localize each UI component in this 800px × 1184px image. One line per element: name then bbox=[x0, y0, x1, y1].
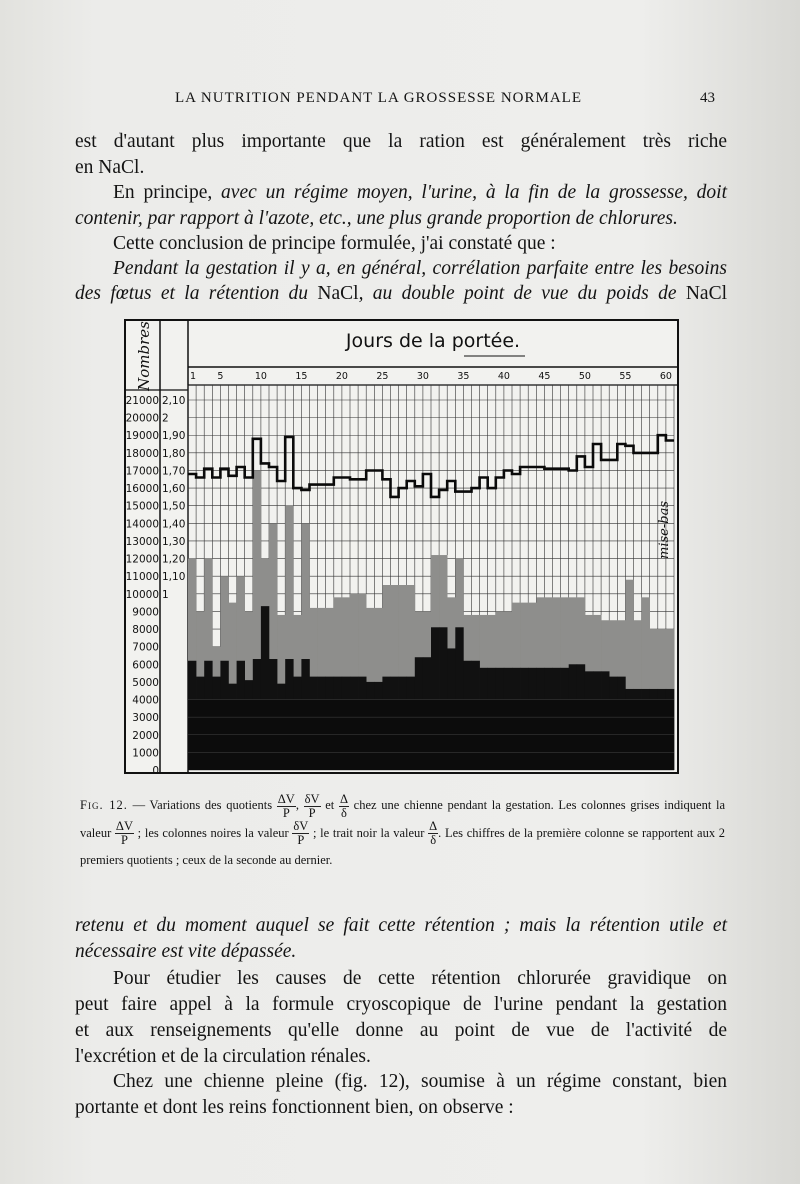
caption-text-b: et bbox=[320, 798, 339, 812]
page-number: 43 bbox=[700, 90, 715, 106]
p4-italic-b: , au double point de vue du poids de bbox=[358, 283, 686, 304]
y-tick-label-col2: 1,80 bbox=[162, 447, 186, 460]
y-tick-label-col1: 0 bbox=[152, 765, 159, 777]
bottom-paragraph-2-line-1: Pour étudier les causes de cette rétention chlorurée gravidique on bbox=[113, 968, 727, 989]
y-tick-label-col1: 6000 bbox=[132, 659, 159, 672]
y-tick-label-col1: 5000 bbox=[132, 676, 159, 689]
x-tick-label: 30 bbox=[416, 371, 429, 382]
b1-italic-a: retenu et du moment auquel se fait cette rétention ; mais bbox=[75, 915, 566, 936]
bottom-paragraph-2-line-3: et aux renseignements qu'elle donne au point de vue de l'activité de bbox=[75, 1020, 727, 1041]
y-tick-label-col1: 7000 bbox=[132, 641, 159, 654]
y-tick-label-col1: 12000 bbox=[125, 553, 159, 566]
p4-italic-a: des fœtus et la rétention du bbox=[75, 283, 318, 304]
y-tick-label-col2: 2 bbox=[162, 412, 169, 425]
figure-caption: Fig. 12. — Variations des quotients $\frac{\Delta V}{P}$ , $\frac{\delta V}{P}$ et $\frac{\Delta}{\delta}$ chez une chienne pendant la gestation. Les colonnes grises indiquent la valeur $\frac{\Delta V}{P}$ ; les colonnes noires la valeur $\frac{\delta V}{P}$ ; le trait noir la valeur $\frac{\Delta}{\delta}$ . Les chiffres de la première colonne se rapportent aux 2 premiers quotients ; ceux de la seconde au dernier. bbox=[80, 791, 726, 868]
running-title: LA NUTRITION PENDANT LA GROSSESSE NORMALE bbox=[175, 90, 582, 106]
y-tick-label-col1: 2000 bbox=[132, 729, 159, 742]
caption-text-f: . Les chiffres de la première colonne se rapportent aux 2 premiers quotients ; ceux de la seconde au dernier. bbox=[80, 825, 726, 868]
bottom-paragraph-2-line-2: peut faire appel à la formule cryoscopique de l'urine pendant la gestation bbox=[75, 994, 727, 1015]
p4-nacl-b: NaCl bbox=[685, 283, 727, 304]
y-tick-label-col2: 1,50 bbox=[162, 500, 186, 513]
b1-italic-b: la rétention utile et bbox=[565, 915, 727, 936]
x-tick-label: 50 bbox=[578, 371, 591, 382]
y-tick-label-col1: 10000 bbox=[125, 588, 159, 601]
y-tick-label-col1: 16000 bbox=[125, 483, 159, 496]
paragraph-3: Cette conclusion de principe formulée, j'ai constaté que : bbox=[113, 233, 556, 254]
y-tick-label-col1: 21000 bbox=[125, 395, 159, 407]
y-tick-label-col1: 8000 bbox=[132, 624, 159, 637]
y-tick-label-col1: 3000 bbox=[132, 712, 159, 725]
y-tick-label-col1: 20000 bbox=[125, 412, 159, 425]
y-tick-label-col2: 1,90 bbox=[162, 430, 186, 443]
x-tick-label: 55 bbox=[619, 371, 632, 382]
quotient-delta-delta-2: $\frac{\Delta}{\delta}$ bbox=[429, 819, 438, 848]
quotient-dv-p: $\frac{\Delta V}{P}$ bbox=[277, 791, 295, 820]
caption-text-d: ; les colonnes noires la valeur bbox=[134, 825, 293, 840]
x-tick-label: 10 bbox=[254, 371, 267, 382]
bottom-paragraph-3-line-2: portante et dont les reins fonctionnent bien, on observe : bbox=[75, 1097, 514, 1118]
x-tick-label: 35 bbox=[457, 371, 470, 382]
y-tick-label-col2: 2,10 bbox=[162, 395, 186, 407]
x-tick-label: 20 bbox=[335, 371, 348, 382]
y-tick-label-col1: 11000 bbox=[125, 571, 159, 584]
caption-text-c: chez une chienne pendant la gestation. Les colonnes grises indiquent la valeur bbox=[80, 798, 726, 840]
y-tick-label-col1: 1000 bbox=[132, 747, 159, 760]
y-tick-label-col1: 18000 bbox=[125, 447, 159, 460]
x-tick-label: 1 bbox=[190, 371, 197, 382]
bottom-paragraph-1-line-1 bbox=[75, 913, 727, 939]
figure-label: Fig. 12. bbox=[80, 798, 128, 812]
y-tick-label-col2: 1,40 bbox=[162, 518, 186, 531]
bottom-paragraph-1-line-2: nécessaire est vite dépassée. bbox=[75, 941, 297, 962]
y-tick-label-col2: 1,30 bbox=[162, 535, 186, 548]
quotient-delta-delta: $\frac{\Delta}{\delta}$ bbox=[339, 791, 348, 820]
y-tick-label-col1: 15000 bbox=[125, 500, 159, 513]
y-tick-label-col1: 19000 bbox=[125, 430, 159, 443]
paragraph-4-line-1: Pendant la gestation il y a, en général, corrélation parfaite entre les besoins bbox=[113, 258, 727, 279]
paragraph-2-line-2: contenir, par rapport à l'azote, etc., une plus grande proportion de chlorures. bbox=[75, 208, 678, 229]
chart-title: Jours de la portée. bbox=[345, 330, 521, 352]
y-tick-label-col2: 1 bbox=[162, 588, 169, 601]
quotient-dv-p-2: $\frac{\Delta V}{P}$ bbox=[115, 819, 133, 848]
x-tick-label: 40 bbox=[497, 371, 510, 382]
p4-nacl-a: NaCl bbox=[317, 283, 359, 304]
caption-text-e: ; le trait noir la valeur bbox=[309, 825, 429, 840]
paragraph-1-line-1: est d'autant plus importante que la ration est généralement très riche bbox=[75, 131, 727, 152]
caption-text-a: — Variations des quotients bbox=[127, 798, 277, 812]
x-tick-label: 5 bbox=[217, 371, 224, 382]
y-tick-label-col1: 14000 bbox=[125, 518, 159, 531]
x-tick-label: 60 bbox=[659, 371, 672, 382]
mise-bas-label: mise-bas bbox=[657, 501, 672, 559]
y-tick-label-col1: 9000 bbox=[132, 606, 159, 619]
y-tick-label-col1: 4000 bbox=[132, 694, 159, 707]
y-tick-label-col1: 17000 bbox=[125, 465, 159, 478]
paragraph-2-italic-1: avec un régime moyen, l'urine, à la fin de la grossesse, doit bbox=[221, 182, 727, 203]
bottom-paragraph-2-line-4: l'excrétion et de la circulation rénales. bbox=[75, 1046, 371, 1067]
y-tick-label-col2: 1,20 bbox=[162, 553, 186, 566]
bottom-paragraph-3-line-1: Chez une chienne pleine (fig. 12), soumise à un régime constant, bien bbox=[113, 1071, 727, 1092]
quotient-sv-p: $\frac{\delta V}{P}$ bbox=[304, 791, 320, 820]
y-tick-label-col2: 1,60 bbox=[162, 483, 186, 496]
x-tick-label: 25 bbox=[376, 371, 389, 382]
y-tick-label-col2: 1,10 bbox=[162, 571, 186, 584]
y-tick-label-col1: 13000 bbox=[125, 535, 159, 548]
paragraph-1-line-2: en NaCl. bbox=[75, 157, 145, 178]
y-tick-label-col2: 1,70 bbox=[162, 465, 186, 478]
x-tick-label: 45 bbox=[538, 371, 551, 382]
quotient-sv-p-2: $\frac{\delta V}{P}$ bbox=[293, 819, 309, 848]
x-tick-label: 15 bbox=[295, 371, 308, 382]
paragraph-2-lead: En principe, bbox=[113, 182, 222, 203]
left-column-header: Nombres bbox=[135, 321, 153, 391]
